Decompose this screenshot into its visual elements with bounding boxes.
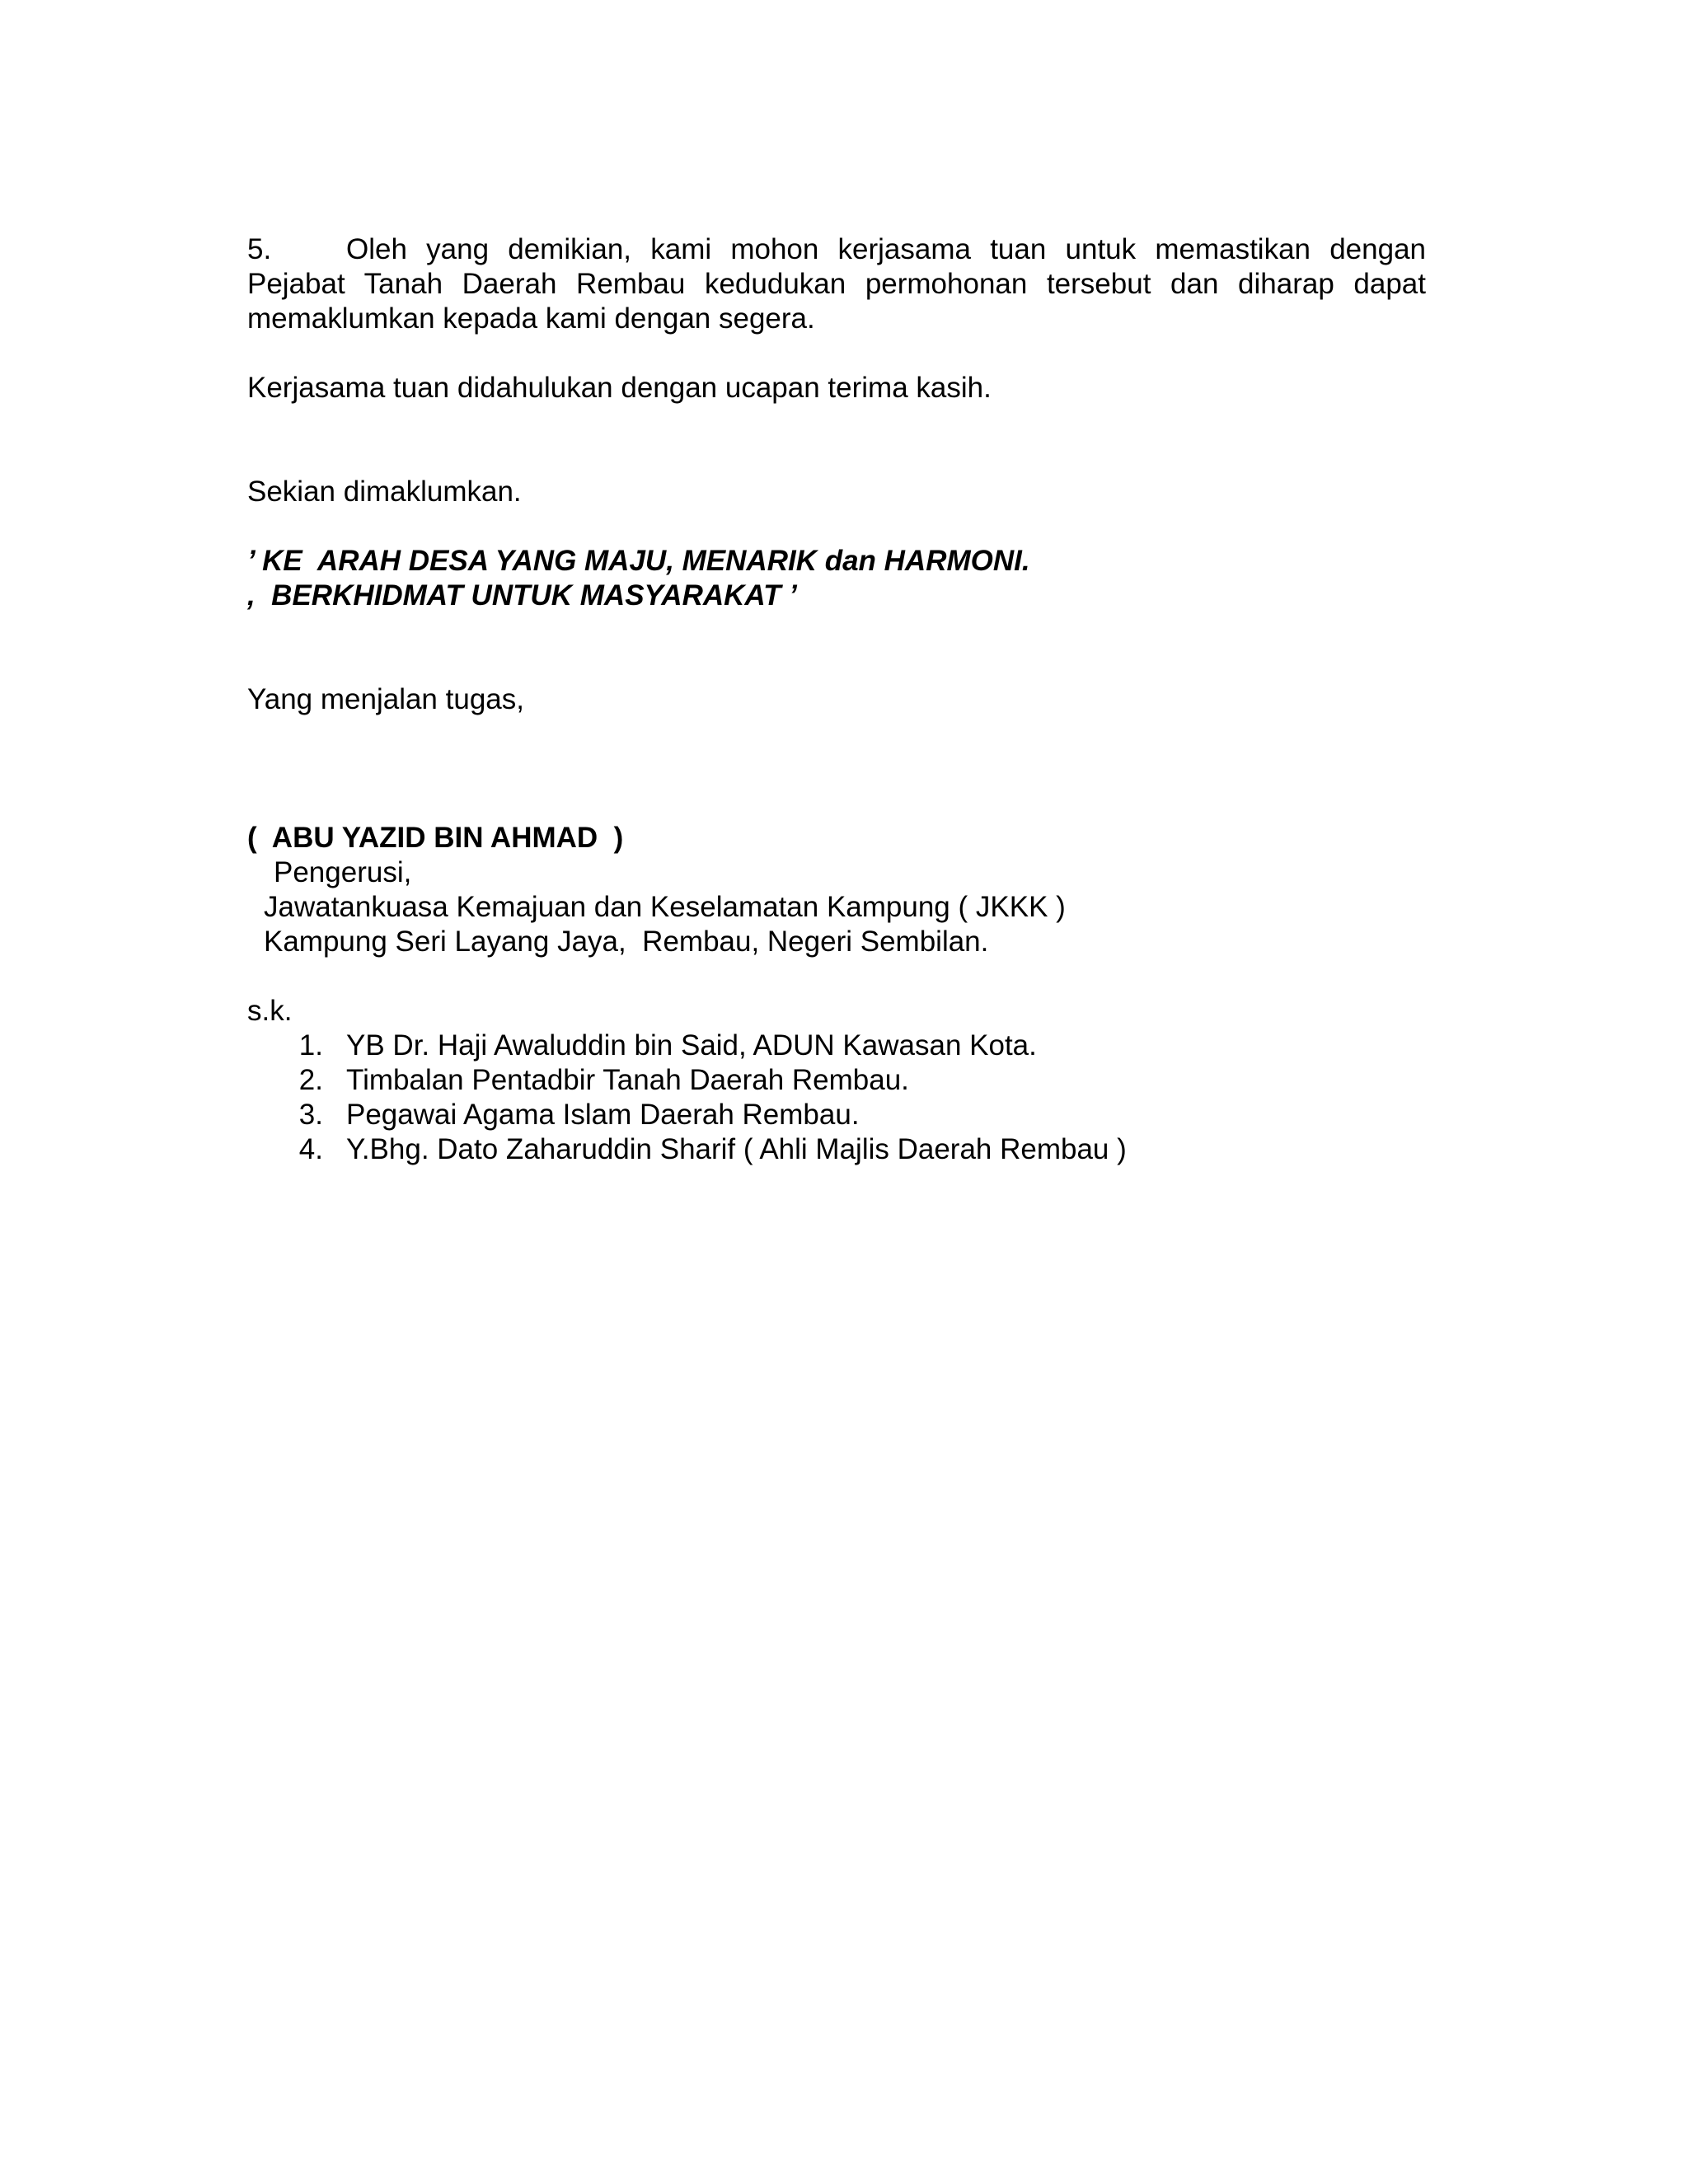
cc-item-text: Timbalan Pentadbir Tanah Daerah Rembau. <box>346 1064 909 1096</box>
cc-item-number: 3. <box>298 1099 323 1131</box>
signatory-location: Kampung Seri Layang Jaya, Rembau, Negeri Sembilan. <box>264 926 989 958</box>
signoff-line: Yang menjalan tugas, <box>247 683 524 715</box>
cc-item <box>247 1029 1426 1063</box>
motto-line-1: ’ KE ARAH DESA YANG MAJU, MENARIK dan HARMONI. <box>247 545 1030 577</box>
cc-item-number: 1. <box>298 1029 323 1062</box>
cc-item <box>247 1132 1426 1167</box>
paragraph-text: Oleh yang demikian, kami mohon kerjasama tuan untuk memastikan dengan Pejabat Tanah Daerah Rembau kedudukan permohonan tersebut dan diharap dapat memaklumkan kepada kami dengan segera. <box>247 233 1426 335</box>
motto-line-2: , BERKHIDMAT UNTUK MASYARAKAT ’ <box>247 579 797 612</box>
cc-item-text: Y.Bhg. Dato Zaharuddin Sharif ( Ahli Majlis Daerah Rembau ) <box>346 1133 1127 1165</box>
thanks-line: Kerjasama tuan didahulukan dengan ucapan terima kasih. <box>247 372 992 404</box>
closing-line: Sekian dimaklumkan. <box>247 476 522 508</box>
paragraph-number: 5. <box>247 233 272 265</box>
letter-page <box>247 232 1426 1167</box>
paragraph-5 <box>247 232 1426 336</box>
cc-item-text: YB Dr. Haji Awaluddin bin Said, ADUN Kawasan Kota. <box>346 1029 1037 1062</box>
signatory-committee: Jawatankuasa Kemajuan dan Keselamatan Kampung ( JKKK ) <box>264 891 1066 923</box>
cc-item-number: 2. <box>298 1064 323 1096</box>
signatory-title: Pengerusi, <box>274 856 412 888</box>
cc-list <box>247 1029 1426 1167</box>
cc-item <box>247 1098 1426 1132</box>
cc-item-text: Pegawai Agama Islam Daerah Rembau. <box>346 1099 860 1131</box>
signatory-name: ( ABU YAZID BIN AHMAD ) <box>247 822 624 854</box>
cc-label: s.k. <box>247 995 293 1027</box>
cc-item-number: 4. <box>298 1133 323 1165</box>
cc-item <box>247 1063 1426 1098</box>
